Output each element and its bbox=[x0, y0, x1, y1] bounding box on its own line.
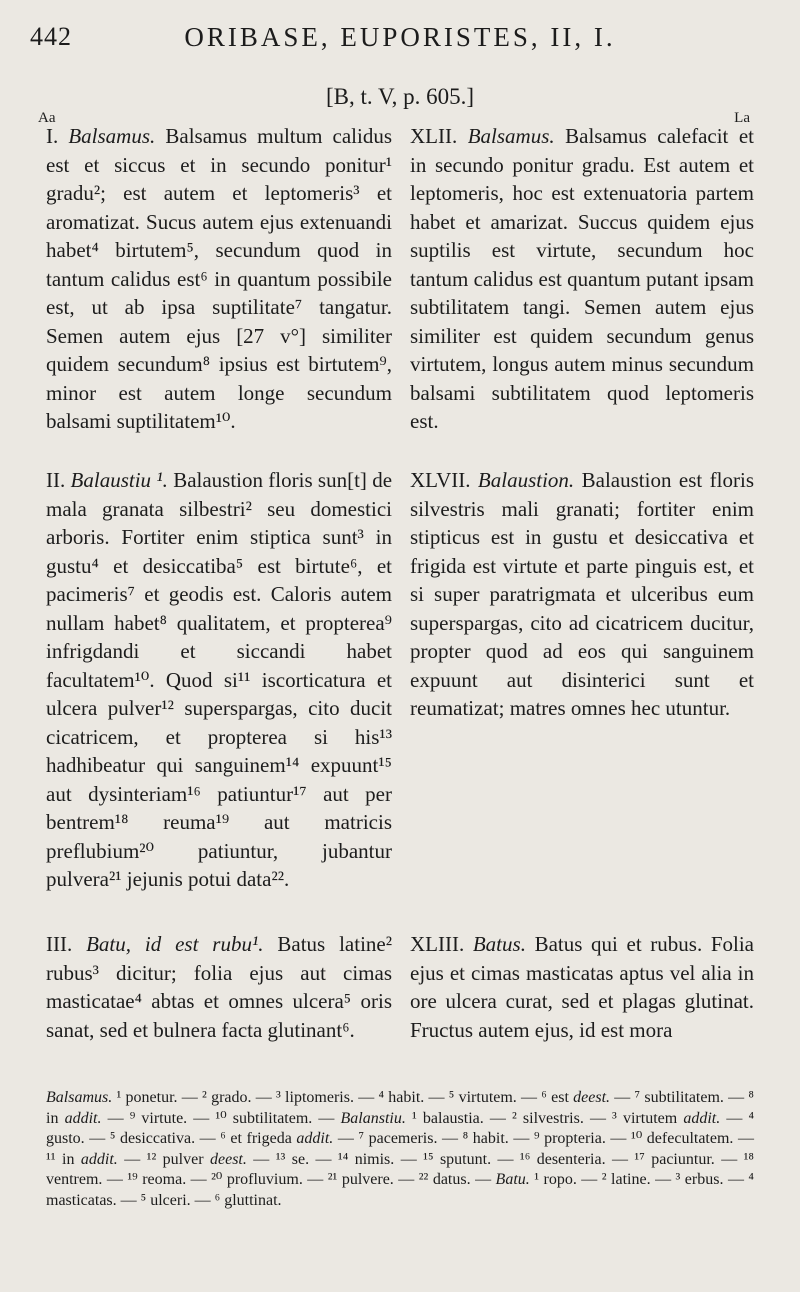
chapter-heading: Balsamus. bbox=[68, 124, 156, 148]
note-lemma: addit. bbox=[296, 1130, 334, 1147]
chapter-right bbox=[410, 930, 754, 1044]
running-head bbox=[30, 22, 770, 58]
chapter-number: XLIII. bbox=[410, 932, 465, 956]
note-lemma: Balsamus. bbox=[46, 1089, 113, 1106]
note-text: ¹ ponetur. — ² grado. — ³ liptomeris. — ⁴ habit. — ⁵ virtutem. — ⁶ est bbox=[112, 1089, 574, 1106]
chapter-text: Batus qui et rubus. Folia ejus et cimas masticatas aptus vel alia in ore ulcera curat, sed et plagas glutinat. Fructus autem ejus, id est mora bbox=[410, 932, 754, 1042]
chapter-left bbox=[46, 930, 392, 1044]
note-text: — ⁹ virtute. — ¹⁰ subtilitatem. — bbox=[101, 1109, 341, 1127]
chapter-number: III. bbox=[46, 932, 73, 956]
chapter-number: XLII. bbox=[410, 124, 458, 148]
note-text: — ¹³ se. — ¹⁴ nimis. — ¹⁵ sputunt. — ¹⁶ desenteria. — ¹⁷ paciuntur. — ¹⁸ ventrem. — ¹⁹ reoma. — ²⁰ profluvium. — ²¹ pulvere. — ²² datus. — bbox=[46, 1150, 755, 1188]
manuscript-siglum-left: Aa bbox=[38, 110, 56, 126]
chapter-right bbox=[410, 122, 754, 436]
note-lemma: Balanstiu. bbox=[340, 1109, 406, 1127]
critical-apparatus bbox=[46, 1088, 754, 1211]
note-lemma: addit. bbox=[683, 1109, 721, 1127]
chapter-text: Balsamus calefacit et in secundo ponitur gradu. Est autem et leptomeris, hoc est extenuatoria partem habet et amarizat. Succus quidem ejus suptilis est virtute, secundum hoc tantum calidus est quantum putant ipsam subtilitatem tangi. Semen autem ejus similiter est quidem secundum genus virtutem, longus autem minus secundum balsami subtilitatem quod leptomeris est. bbox=[410, 124, 755, 433]
chapter-right bbox=[410, 466, 754, 723]
note-text: — ⁷ subtilitatem. — ⁸ in bbox=[46, 1089, 755, 1127]
note-text: — ⁴ gusto. — ⁵ desiccativa. — ⁶ et frigeda bbox=[46, 1109, 755, 1147]
manuscript-siglum-right: La bbox=[734, 110, 750, 126]
note-lemma: Batu. bbox=[495, 1171, 530, 1188]
chapter-left bbox=[46, 122, 392, 436]
chapter-heading: Batu, id est rubu¹. bbox=[86, 932, 264, 956]
chapter-text: Balaustion floris sun[t] de mala granata silbestri² seu domestici arboris. Fortiter enim stiptica sunt³ in gustu⁴ et desiccatiba⁵ est birtute⁶, et pacimeris⁷ et geodis est. Caloris autem nullam habet⁸ qualitatem, et propterea⁹ infrigdandi et siccandi habet facultatem¹⁰. Quod si¹¹ iscorticatura et ulcera pulver¹² superspargas, cito ducit cicatricem, et propterea si his¹³ hadhibeatur qui sanguinem¹⁴ expuunt¹⁵ aut dysinteriam¹⁶ patiuntur¹⁷ aut per bentrem¹⁸ reuma¹⁹ aut matricis preflubium²⁰ patiuntur, jubantur pulvera²¹ jejunis potui data²². bbox=[46, 468, 393, 891]
chapter-number: XLVII. bbox=[410, 468, 471, 492]
note-lemma: deest. bbox=[573, 1089, 611, 1106]
page-number: 442 bbox=[30, 22, 72, 51]
note-text: — ¹² pulver bbox=[117, 1150, 210, 1168]
chapter-number: I. bbox=[46, 124, 59, 148]
chapter-text: Balsamus multum calidus est et siccus et in secundo ponitur¹ gradu²; est autem et leptomeris³ et aromatizat. Sucus autem ejus extenuandi habet⁴ birtutem⁵, secundum quod in tantum calidus est⁶ in quantum possibile est, ut ab ipsa suptilitate⁷ tangatur. Semen autem ejus [27 v°] similiter quidem secundum⁸ ipsius est birtutem⁹, minor est autem longe secundum balsami suptilitatem¹⁰. bbox=[46, 124, 393, 433]
page-title: ORIBASE, EUPORISTES, II, I. bbox=[184, 22, 616, 52]
chapter-heading: Balaustiu ¹. bbox=[70, 468, 168, 492]
note-lemma: deest. bbox=[209, 1150, 247, 1168]
chapter-text: Batus latine² rubus³ dicitur; folia ejus aut cimas masticatae⁴ abtas et omnes ulcera⁵ oris sanat, sed et bulnera facta glutinant⁶. bbox=[46, 932, 393, 1042]
chapter-number: II. bbox=[46, 468, 66, 492]
chapter-heading: Batus. bbox=[472, 932, 526, 956]
chapter-left bbox=[46, 466, 392, 894]
edition-reference: [B, t. V, p. 605.] bbox=[325, 84, 475, 109]
note-lemma: addit. bbox=[80, 1150, 118, 1168]
note-text: ¹ ropo. — ² latine. — ³ erbus. — ⁴ masticatas. — ⁵ ulceri. — ⁶ gluttinat. bbox=[46, 1171, 754, 1209]
chapter-heading: Balsamus. bbox=[467, 124, 555, 148]
note-text: ¹ balaustia. — ² silvestris. — ³ virtutem bbox=[405, 1109, 684, 1127]
note-text: — ⁷ pacemeris. — ⁸ habit. — ⁹ propteria. — ¹⁰ defecultatem. — ¹¹ in bbox=[46, 1130, 755, 1168]
note-lemma: addit. bbox=[64, 1109, 102, 1127]
chapter-text: Balaustion est floris silvestris mali granati; fortiter enim stipticus est in gustu et desiccativa et frigida est virtute et parte pinguis est, et si super paratrigmata et ulceribus eum superspargas, cito ad cicatricem ducitur, propter quod ad eos qui sanguinem expuunt aut disinterici sunt et reumatizat; matres omnes hec utuntur. bbox=[410, 468, 755, 720]
chapter-heading: Balaustion. bbox=[477, 468, 575, 492]
